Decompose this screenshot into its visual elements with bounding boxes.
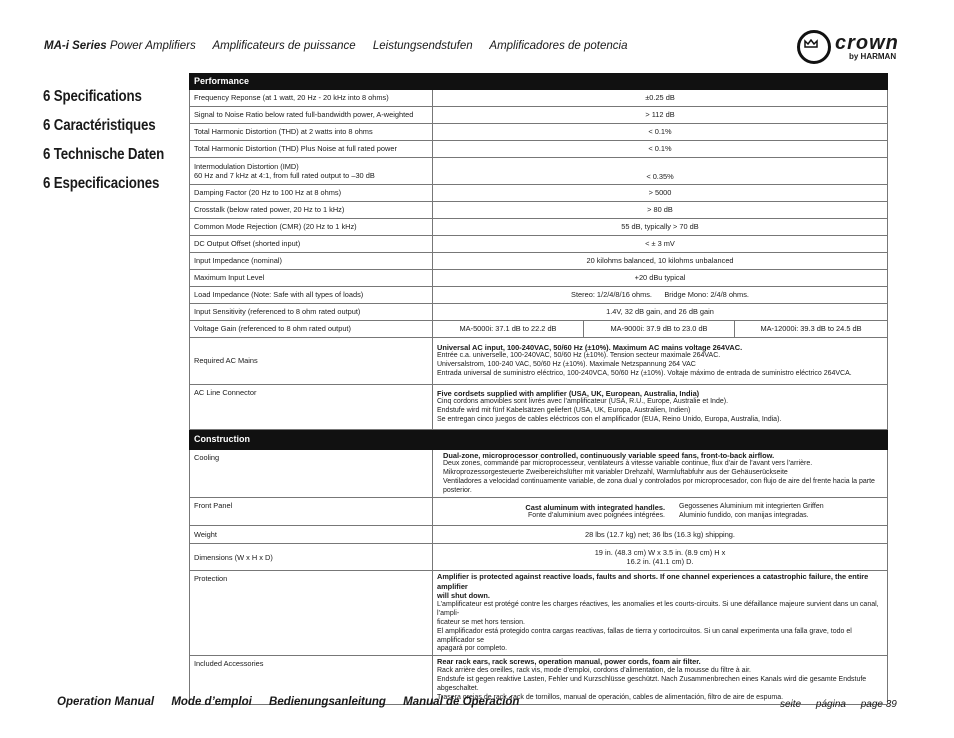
logo-word: crown — [835, 32, 899, 54]
table-row — [190, 385, 888, 430]
spec-label: Input Sensitivity (referenced to 8 ohm rated output) — [190, 304, 433, 321]
page-number: seite página page 39 — [780, 699, 897, 710]
table-row — [190, 107, 888, 124]
spec-label: Voltage Gain (referenced to 8 ohm rated output) — [190, 321, 433, 338]
table-row — [190, 498, 888, 526]
spec-value: < 0.1% — [433, 141, 888, 158]
spec-label: AC Line Connector — [190, 385, 433, 430]
header-spanish: Amplificadores de potencia — [489, 40, 628, 52]
spec-label: Total Harmonic Distortion (THD) Plus Noise at full rated power — [190, 141, 433, 158]
title-spanish: 6 Especificaciones — [43, 175, 160, 192]
spec-table — [189, 73, 888, 705]
title-french: 6 Caractéristiques — [43, 117, 156, 134]
spec-value: 19 in. (48.3 cm) W x 3.5 in. (8.9 cm) H x 16.2 in. (41.1 cm) D. — [433, 544, 888, 571]
table-row — [190, 90, 888, 107]
spec-value: > 112 dB — [433, 107, 888, 124]
spec-label: Crosstalk (below rated power, 20 Hz to 1 kHz) — [190, 202, 433, 219]
table-row — [190, 450, 888, 498]
table-row — [190, 219, 888, 236]
spec-label: Included Accessories — [190, 656, 433, 704]
gain-ma9000i: MA-9000i: 37.9 dB to 23.0 dB — [584, 321, 735, 338]
footer-spanish: Manual de Operación — [403, 696, 520, 708]
construction-heading-row — [190, 430, 888, 450]
crown-icon — [804, 39, 818, 49]
table-row — [190, 141, 888, 158]
spec-value: Stereo: 1/2/4/8/16 ohms. Bridge Mono: 2/4/8 ohms. — [433, 287, 888, 304]
table-row — [190, 253, 888, 270]
table-row — [190, 185, 888, 202]
spec-value: ±0.25 dB — [433, 90, 888, 107]
spec-value: 28 lbs (12.7 kg) net; 36 lbs (16.3 kg) shipping. — [433, 526, 888, 544]
spec-label: Required AC Mains — [190, 338, 433, 385]
table-row — [190, 236, 888, 253]
spec-label: Total Harmonic Distortion (THD) at 2 watts into 8 ohms — [190, 124, 433, 141]
spec-value: 20 kilohms balanced, 10 kilohms unbalanced — [433, 253, 888, 270]
spec-value: Five cordsets supplied with amplifier (USA, UK, European, Australia, India) Cinq cordons amovibles sont livrés avec l’amplificateur (USA, R.U., Europe, Australie et Inde). Endstufe wird mit fünf Kabelsätzen geliefert (USA, UK, Europa, Australien, Indien) Se entregan cinco juegos de cables eléctricos con el amplificador (EUA, Reino Unido, Europa, Australia, India). — [433, 385, 888, 430]
title-english: 6 Specifications — [43, 88, 142, 105]
spec-value: Dual-zone, microprocessor controlled, continuously variable speed fans, front-to-back airflow. Deux zones, commandé par microprocesseur, ventilateurs à vitesse variable continue, flux d’air de l’avant vers l’arrière. Mikroprozessorgesteuerte Zweibereichslüfter mit variabler Drehzahl, Warmluftabfuhr aus der Gehäuserückseite Ventiladores a velocidad continuamente variable, de zona dual y controlados por microprocesador, con flujo de aire del frente hacia la parte posterior. — [433, 450, 888, 498]
table-row — [190, 270, 888, 287]
footer-english: Operation Manual — [57, 696, 155, 708]
table-row — [190, 124, 888, 141]
spec-value: < 0.1% — [433, 124, 888, 141]
table-row — [190, 321, 888, 338]
spec-label: Dimensions (W x H x D) — [190, 544, 433, 571]
spec-label: Front Panel — [190, 498, 433, 526]
table-row — [190, 544, 888, 571]
gain-ma12000i: MA-12000i: 39.3 dB to 24.5 dB — [735, 321, 888, 338]
table-row — [190, 304, 888, 321]
spec-value: 55 dB, typically > 70 dB — [433, 219, 888, 236]
footer-french: Mode d’emploi — [171, 696, 252, 708]
gain-ma5000i: MA-5000i: 37.1 dB to 22.2 dB — [433, 321, 584, 338]
section-titles — [43, 88, 184, 204]
table-row — [190, 287, 888, 304]
spec-value: Cast aluminum with integrated handles. Fonte d’aluminium avec poignées intégrées. Gegossenes Aluminium mit integrierten Griffen Aluminio fundido, con manijas integradas. — [433, 498, 888, 526]
spec-value: Amplifier is protected against reactive loads, faults and shorts. If one channel experiences a catastrophic failure, the entire amplifier will shut down. L’amplificateur est protégé contre les charges réactives, les anomalies et les courts-circuits. Si une défaillance majeure survient dans un canal, l’ampli- ficateur se met hors tension. El amplificador está protegido contra cargas reactivas, fallas de tierra y cortocircuitos. Si un canal experimenta una falla grave, todo el amplificador se apagará por completo. — [433, 571, 888, 656]
table-row — [190, 158, 888, 185]
header-french: Amplificateurs de puissance — [212, 40, 356, 52]
performance-heading-row — [190, 74, 888, 90]
table-row — [190, 571, 888, 656]
spec-value: < ± 3 mV — [433, 236, 888, 253]
title-german: 6 Technische Daten — [43, 146, 165, 163]
spec-label: Common Mode Rejection (CMR) (20 Hz to 1 kHz) — [190, 219, 433, 236]
spec-value: 1.4V, 32 dB gain, and 26 dB gain — [433, 304, 888, 321]
spec-value: Universal AC input, 100-240VAC, 50/60 Hz (±10%). Maximum AC mains voltage 264VAC. Entrée c.a. universelle, 100-240VAC, 50/60 Hz (±10%). Tension secteur maximale 264VAC. Universalstrom, 100-240 VAC, 50/60 Hz (±10%). Maximale Netzspannung 264 VAC Entrada universal de suministro eléctrico, 100-240VCA, 50/60 Hz (±10%). Voltaje máximo de entrada de suministro eléctrico 264VCA. — [433, 338, 888, 385]
spec-label: Signal to Noise Ratio below rated full-bandwidth power, A-weighted — [190, 107, 433, 124]
spec-label: Load Impedance (Note: Safe with all types of loads) — [190, 287, 433, 304]
table-row — [190, 202, 888, 219]
construction-heading: Construction — [190, 430, 433, 450]
crown-logo — [797, 30, 917, 66]
table-row — [190, 526, 888, 544]
spec-label: Input Impedance (nominal) — [190, 253, 433, 270]
spec-label: Protection — [190, 571, 433, 656]
spec-value: Rear rack ears, rack screws, operation manual, power cords, foam air filter. Rack arrière des oreilles, rack vis, mode d’emploi, cordons d’alimentation, de la mousse du filtre à air. Endstufe ist gegen reaktive Lasten, Fehler und Kurzschlüsse geschützt. Nach Zusammenbrechen eines Kanals wird die gesamte Endstufe abgeschaltet. Trasera orejas de rack, rack de tornillos, manual de operación, cables de alimentación, filtro de aire de espuma. — [433, 656, 888, 704]
spec-label: Maximum Input Level — [190, 270, 433, 287]
logo-by-harman: by HARMAN — [849, 52, 897, 61]
spec-label: DC Output Offset (shorted input) — [190, 236, 433, 253]
spec-value: +20 dBu typical — [433, 270, 888, 287]
footer-manual-names — [57, 696, 533, 708]
spec-label: Weight — [190, 526, 433, 544]
spec-value: > 80 dB — [433, 202, 888, 219]
header-german: Leistungsendstufen — [372, 40, 473, 52]
spec-label: Damping Factor (20 Hz to 100 Hz at 8 ohms) — [190, 185, 433, 202]
spec-label: Intermodulation Distortion (IMD) 60 Hz and 7 kHz at 4:1, from full rated output to –30 dB — [190, 158, 433, 185]
spec-label: Cooling — [190, 450, 433, 498]
performance-heading: Performance — [190, 74, 433, 90]
running-header — [44, 40, 642, 52]
spec-label: Frequency Reponse (at 1 watt, 20 Hz - 20 kHz into 8 ohms) — [190, 90, 433, 107]
table-row — [190, 338, 888, 385]
spec-value: > 5000 — [433, 185, 888, 202]
footer-german: Bedienungsanleitung — [269, 696, 386, 708]
spec-value: < 0.35% — [433, 158, 888, 185]
series-name: MA-i Series Power Amplifiers — [44, 40, 196, 52]
